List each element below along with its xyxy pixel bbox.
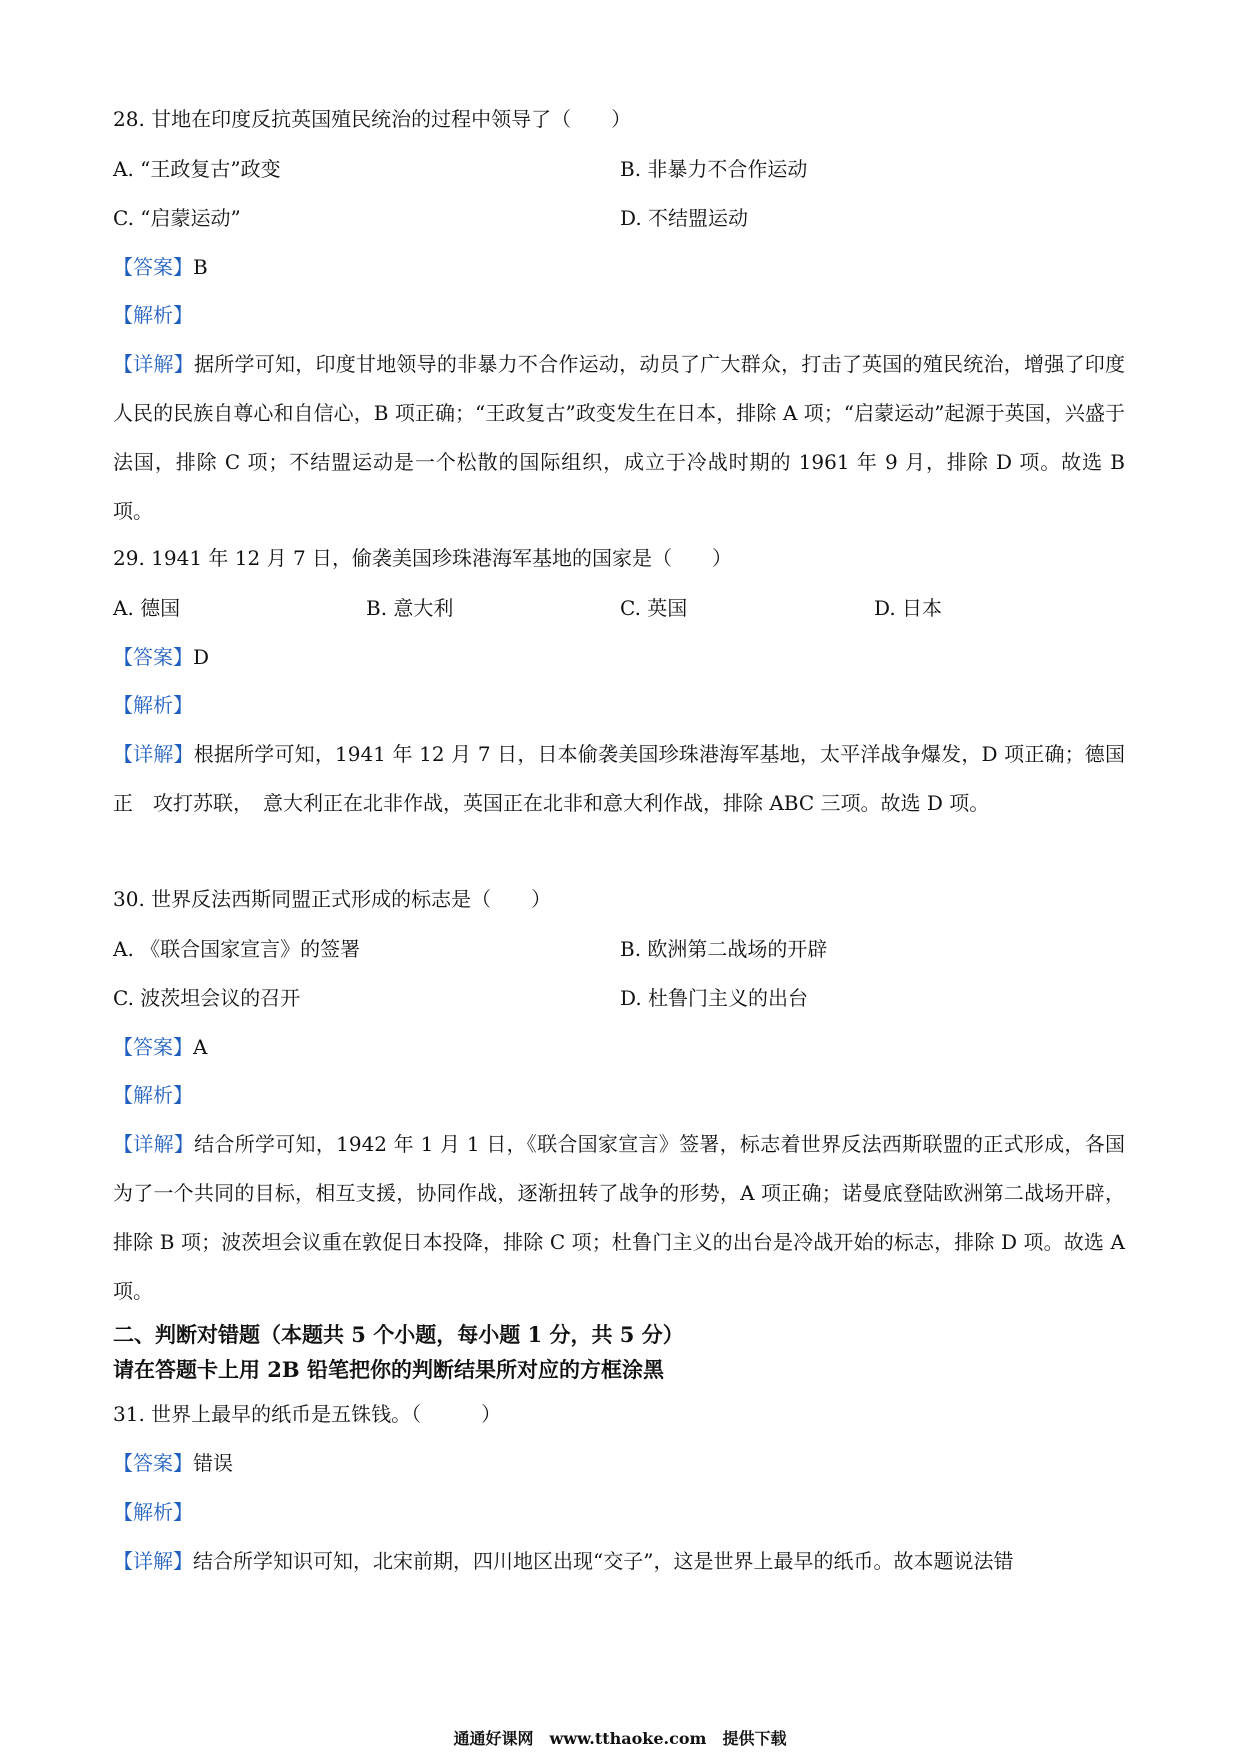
q30-option-a: A. 《联合国家宣言》的签署 (113, 937, 361, 961)
q28-stem: 28. 甘地在印度反抗英国殖民统治的过程中领导了（ ） (113, 107, 632, 131)
q28-option-c: C. “启蒙运动” (113, 206, 241, 230)
q29-option-d: D. 日本 (874, 596, 943, 620)
answer-tag: 【答案】 (113, 645, 193, 669)
section2-instruction: 请在答题卡上用 2B 铅笔把你的判断结果所对应的方框涂黑 (113, 1357, 664, 1382)
q30-option-d: D. 杜鲁门主义的出台 (620, 986, 809, 1010)
detail-tag: 【详解】 (113, 1549, 193, 1573)
q29-answer (113, 645, 209, 669)
q28-option-d: D. 不结盟运动 (620, 206, 749, 230)
q29-option-a: A. 德国 (113, 596, 181, 620)
detail-text: 根据所学可知，1941 年 12 月 7 日，日本偷袭美国珍珠港海军基地，太平洋战争爆发，D 项正确；德国正 攻打苏联， 意大利正在北非作战，英国正在北非和意大利作战，排除 ABC 三项。故选 D 项。 (113, 742, 1125, 815)
q31-analysis (113, 1500, 193, 1524)
q30-detail (113, 1120, 1125, 1316)
answer-value: A (193, 1035, 208, 1059)
q31-answer (113, 1451, 233, 1475)
detail-tag: 【详解】 (113, 1132, 195, 1156)
q28-detail (113, 340, 1125, 536)
answer-value: D (193, 645, 210, 669)
detail-text: 结合所学可知，1942 年 1 月 1 日，《联合国家宣言》签署，标志着世界反法西斯联盟的正式形成，各国为了一个共同的目标，相互支援，协同作战，逐渐扭转了战争的形势，A 项正确；诺曼底登陆欧洲第二战场开辟，排除 B 项；波茨坦会议重在敦促日本投降，排除 C 项；杜鲁门主义的出台是冷战开始的标志，排除 D 项。故选 A 项。 (113, 1132, 1126, 1303)
q30-option-c: C. 波茨坦会议的召开 (113, 986, 301, 1010)
answer-value: 错误 (193, 1451, 233, 1475)
section2-title: 二、判断对错题（本题共 5 个小题，每小题 1 分，共 5 分） (113, 1322, 684, 1347)
q28-option-a: A. “王政复古”政变 (113, 157, 281, 181)
page-footer: 通通好课网 www.tthaoke.com 提供下载 (453, 1729, 787, 1748)
answer-tag: 【答案】 (113, 1451, 193, 1475)
q29-option-c: C. 英国 (620, 596, 688, 620)
detail-text: 结合所学知识可知，北宋前期，四川地区出现“交子”，这是世界上最早的纸币。故本题说法错 (193, 1549, 1014, 1573)
q29-analysis (113, 693, 193, 717)
q30-option-b: B. 欧洲第二战场的开辟 (620, 937, 828, 961)
q28-option-b: B. 非暴力不合作运动 (620, 157, 808, 181)
q28-answer (113, 255, 208, 279)
analysis-tag: 【解析】 (113, 693, 193, 717)
q28-analysis (113, 303, 193, 327)
detail-tag: 【详解】 (113, 742, 194, 766)
q31-detail (113, 1537, 1125, 1586)
q31-stem: 31. 世界上最早的纸币是五铢钱。（ ） (113, 1402, 502, 1426)
q30-analysis (113, 1083, 193, 1107)
answer-value: B (193, 255, 208, 279)
q29-detail (113, 730, 1125, 828)
q30-answer (113, 1035, 207, 1059)
q30-stem: 30. 世界反法西斯同盟正式形成的标志是（ ） (113, 887, 552, 911)
answer-tag: 【答案】 (113, 1035, 193, 1059)
detail-tag: 【详解】 (113, 352, 194, 376)
analysis-tag: 【解析】 (113, 1083, 193, 1107)
analysis-tag: 【解析】 (113, 303, 193, 327)
analysis-tag: 【解析】 (113, 1500, 193, 1524)
q29-stem: 29. 1941 年 12 月 7 日，偷袭美国珍珠港海军基地的国家是（ ） (113, 546, 733, 570)
detail-text: 据所学可知，印度甘地领导的非暴力不合作运动，动员了广大群众，打击了英国的殖民统治，增强了印度人民的民族自尊心和自信心，B 项正确；“王政复古”政变发生在日本，排除 A 项；“启蒙运动”起源于英国，兴盛于法国，排除 C 项；不结盟运动是一个松散的国际组织，成立于冷战时期的 1961 年 9 月，排除 D 项。故选 B 项。 (113, 352, 1126, 523)
answer-tag: 【答案】 (113, 255, 193, 279)
q29-option-b: B. 意大利 (366, 596, 454, 620)
